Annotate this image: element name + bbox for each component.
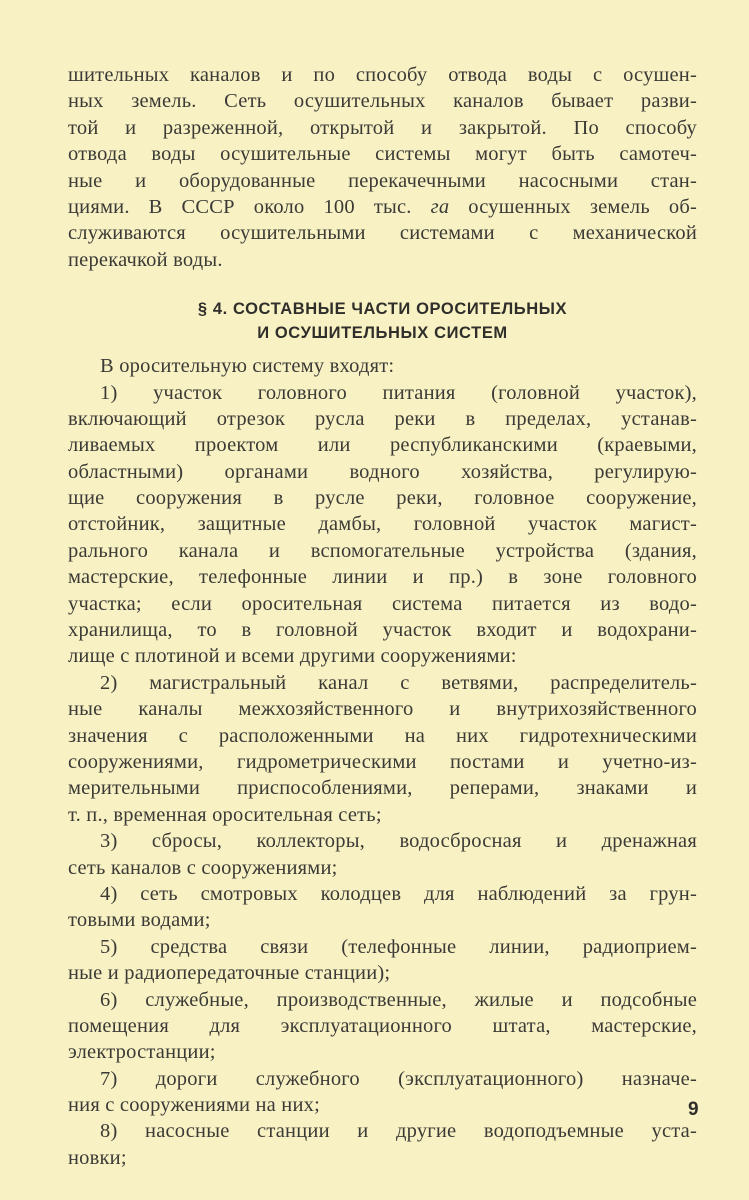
paragraph xyxy=(68,380,697,670)
text-span: осушенных земель об- xyxy=(449,195,697,218)
text-line: 1) участок головного питания (головной участок), xyxy=(100,381,697,404)
italic-unit: га xyxy=(430,195,450,218)
text-line: областными) органами водного хозяйства, регулирую- xyxy=(68,460,697,483)
text-line: 5) средства связи (телефонные линии, радиоприем- xyxy=(100,935,697,958)
text-line: ные каналы межхозяйственного и внутрихозяйственного xyxy=(68,698,697,721)
text-line: ливаемых проектом или республиканскими (краевыми, xyxy=(68,434,697,457)
text-line: 7) дороги служебного (эксплуатационного) назначе- xyxy=(100,1067,697,1090)
text-line: ные и оборудованные перекачечными насосными стан- xyxy=(68,169,697,192)
text-line: 3) сбросы, коллекторы, водосбросная и дренажная xyxy=(100,830,697,853)
text-line: рального канала и вспомогательные устройства (здания, xyxy=(68,539,697,562)
text-line: 2) магистральный канал с ветвями, распределитель- xyxy=(100,671,697,694)
text-line: перекачкой воды. xyxy=(68,248,223,271)
text-line xyxy=(68,194,697,220)
paragraph xyxy=(68,1118,697,1171)
text-line: сооружениями, гидрометрическими постами и учетно-из- xyxy=(68,750,697,773)
text-line: отстойник, защитные дамбы, головной участок магист- xyxy=(68,513,697,536)
text-line: щие сооружения в русле реки, головное сооружение, xyxy=(68,487,697,510)
intro-paragraph xyxy=(68,62,697,273)
section-body xyxy=(68,353,697,1171)
text-span: циями. В СССР около 100 тыс. xyxy=(68,195,431,218)
paragraph xyxy=(68,881,697,934)
text-line: той и разреженной, открытой и закрытой. По способу xyxy=(68,116,697,139)
text-line: ных земель. Сеть осушительных каналов бывает разви- xyxy=(68,90,697,113)
text-line: включающий отрезок русла реки в пределах, устанав- xyxy=(68,407,697,430)
text-line: ния с сооружениями на них; xyxy=(68,1094,320,1117)
text-line: мастерские, телефонные линии и пр.) в зоне головного xyxy=(68,566,697,589)
text-line: 4) сеть смотровых колодцев для наблюдений за грун- xyxy=(100,882,697,905)
paragraph xyxy=(68,1066,697,1119)
text-line: товыми водами; xyxy=(68,909,211,932)
text-line: шительных каналов и по способу отвода воды с осушен- xyxy=(68,64,697,86)
page-body xyxy=(68,62,697,1171)
paragraph xyxy=(68,670,697,828)
page-number: 9 xyxy=(688,1099,699,1120)
heading-line: § 4. СОСТАВНЫЕ ЧАСТИ ОРОСИТЕЛЬНЫХ xyxy=(197,300,568,319)
text-line: отвода воды осушительные системы могут быть самотеч- xyxy=(68,143,697,166)
text-line: В оросительную систему входят: xyxy=(100,355,395,378)
text-line: новки; xyxy=(68,1146,127,1169)
text-line: 8) насосные станции и другие водоподъемные уста- xyxy=(100,1120,697,1143)
text-line: служиваются осушительными системами с механической xyxy=(68,222,697,245)
text-line: участка; если оросительная система питается из водо- xyxy=(68,592,697,615)
text-line: помещения для эксплуатационного штата, мастерские, xyxy=(68,1014,697,1037)
text-line: ные и радиопередаточные станции); xyxy=(68,962,391,985)
text-line: сеть каналов с сооружениями; xyxy=(68,856,338,879)
text-line: 6) служебные, производственные, жилые и подсобные xyxy=(100,988,697,1011)
text-line: электростанции; xyxy=(68,1041,216,1064)
text-line: лище с плотиной и всеми другими сооружениями: xyxy=(68,645,517,668)
text-line: т. п., временная оросительная сеть; xyxy=(68,803,382,826)
paragraph xyxy=(68,987,697,1066)
heading-line: И ОСУШИТЕЛЬНЫХ СИСТЕМ xyxy=(257,324,508,343)
paragraph xyxy=(68,353,697,379)
paragraph xyxy=(68,828,697,881)
text-line: значения с расположенными на них гидротехническими xyxy=(68,724,697,747)
section-heading xyxy=(68,297,697,345)
paragraph xyxy=(68,934,697,987)
text-line: мерительными приспособлениями, реперами, знаками и xyxy=(68,777,697,800)
text-line: хранилища, то в головной участок входит и водохрани- xyxy=(68,619,697,642)
